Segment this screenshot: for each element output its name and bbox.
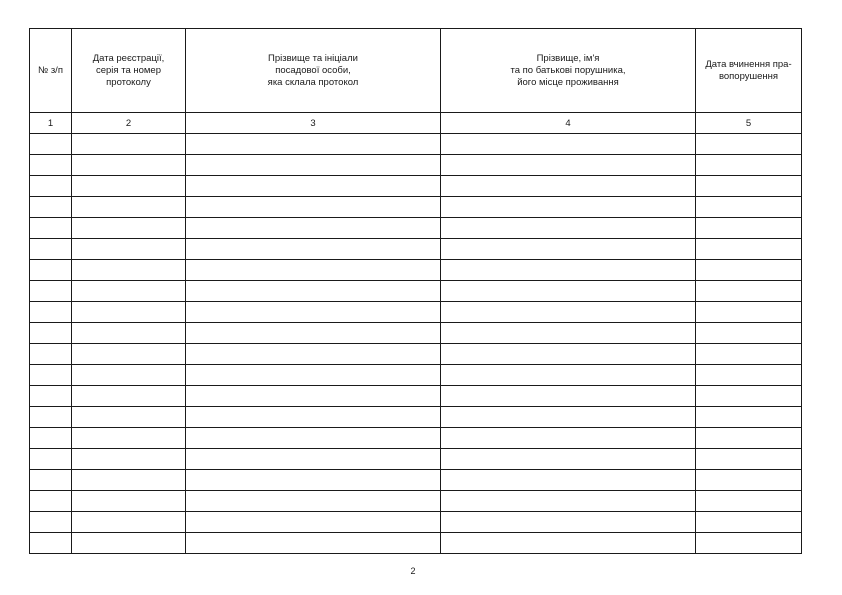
column-number-cell: 4	[441, 113, 696, 134]
table-cell	[30, 134, 72, 155]
table-header-row	[30, 29, 802, 113]
table-cell	[186, 344, 441, 365]
table-cell	[186, 197, 441, 218]
column-number-row	[30, 113, 802, 134]
table-row	[30, 428, 802, 449]
table-cell	[696, 533, 802, 554]
column-number-cell: 1	[30, 113, 72, 134]
column-number-cell: 2	[72, 113, 186, 134]
table-cell	[72, 197, 186, 218]
table-cell	[441, 386, 696, 407]
header-cell-official-name: Прізвище та ініціали посадової особи, яка склала протокол	[186, 29, 441, 113]
table-cell	[696, 344, 802, 365]
table-cell	[441, 428, 696, 449]
table-cell	[72, 365, 186, 386]
table-cell	[30, 155, 72, 176]
table-cell	[30, 239, 72, 260]
table-row	[30, 239, 802, 260]
table-cell	[441, 344, 696, 365]
table-row	[30, 260, 802, 281]
table-cell	[72, 386, 186, 407]
table-cell	[186, 323, 441, 344]
table-cell	[441, 134, 696, 155]
table-cell	[72, 176, 186, 197]
table-cell	[72, 407, 186, 428]
table-cell	[186, 470, 441, 491]
table-row	[30, 365, 802, 386]
header-cell-offense-date: Дата вчинення пра- вопорушення	[696, 29, 802, 113]
table-cell	[30, 407, 72, 428]
table-cell	[30, 260, 72, 281]
table-cell	[696, 512, 802, 533]
table-cell	[696, 197, 802, 218]
table-cell	[186, 218, 441, 239]
table-row	[30, 134, 802, 155]
table-cell	[186, 302, 441, 323]
column-number-cell: 5	[696, 113, 802, 134]
table-cell	[72, 218, 186, 239]
table-row	[30, 407, 802, 428]
table-cell	[696, 491, 802, 512]
table-row	[30, 491, 802, 512]
table-cell	[441, 407, 696, 428]
table-cell	[30, 323, 72, 344]
table-cell	[30, 533, 72, 554]
table-cell	[72, 281, 186, 302]
table-row	[30, 197, 802, 218]
table-cell	[30, 428, 72, 449]
table-cell	[441, 260, 696, 281]
table-cell	[441, 533, 696, 554]
table-cell	[696, 155, 802, 176]
table-row	[30, 155, 802, 176]
table-cell	[186, 449, 441, 470]
table-cell	[696, 407, 802, 428]
table-row	[30, 281, 802, 302]
table-cell	[30, 449, 72, 470]
table-cell	[441, 323, 696, 344]
table-row	[30, 302, 802, 323]
table-cell	[186, 239, 441, 260]
table-cell	[696, 176, 802, 197]
table-cell	[72, 260, 186, 281]
table-cell	[186, 386, 441, 407]
table-cell	[72, 449, 186, 470]
page-number: 2	[410, 566, 416, 576]
column-number-cell: 3	[186, 113, 441, 134]
table-cell	[72, 239, 186, 260]
table-cell	[696, 218, 802, 239]
table-cell	[186, 512, 441, 533]
table-cell	[30, 197, 72, 218]
table-cell	[441, 365, 696, 386]
table-cell	[441, 176, 696, 197]
table-cell	[441, 155, 696, 176]
table-cell	[696, 134, 802, 155]
table-cell	[186, 260, 441, 281]
table-cell	[441, 302, 696, 323]
table-cell	[696, 281, 802, 302]
table-cell	[186, 176, 441, 197]
table-cell	[30, 302, 72, 323]
table-cell	[30, 344, 72, 365]
table-cell	[186, 491, 441, 512]
table-cell	[696, 470, 802, 491]
table-row	[30, 176, 802, 197]
table-row	[30, 512, 802, 533]
table-cell	[72, 428, 186, 449]
table-cell	[441, 512, 696, 533]
header-cell-registration-date: Дата реєстрації, серія та номер протоколу	[72, 29, 186, 113]
table-cell	[441, 491, 696, 512]
table-cell	[72, 512, 186, 533]
table-cell	[30, 491, 72, 512]
table-cell	[441, 281, 696, 302]
table-cell	[30, 365, 72, 386]
header-cell-number: № з/п	[30, 29, 72, 113]
table-cell	[696, 365, 802, 386]
table-cell	[186, 281, 441, 302]
table-cell	[186, 155, 441, 176]
table-cell	[186, 365, 441, 386]
table-cell	[30, 176, 72, 197]
table-cell	[696, 260, 802, 281]
table-body	[30, 134, 802, 554]
table-row	[30, 449, 802, 470]
table-row	[30, 344, 802, 365]
table-cell	[72, 302, 186, 323]
table-cell	[30, 512, 72, 533]
table-cell	[30, 281, 72, 302]
table-cell	[30, 470, 72, 491]
table-cell	[72, 344, 186, 365]
table-cell	[30, 218, 72, 239]
table-cell	[72, 533, 186, 554]
table-cell	[186, 134, 441, 155]
table-cell	[441, 470, 696, 491]
table-cell	[441, 197, 696, 218]
table-cell	[186, 533, 441, 554]
table-cell	[72, 491, 186, 512]
table-cell	[72, 134, 186, 155]
table-row	[30, 323, 802, 344]
header-cell-offender-name: Прізвище, ім'я та по батькові порушника, його місце проживання	[441, 29, 696, 113]
table-cell	[186, 428, 441, 449]
table-cell	[696, 323, 802, 344]
table-cell	[696, 302, 802, 323]
table-cell	[72, 470, 186, 491]
table-cell	[441, 449, 696, 470]
table-cell	[72, 323, 186, 344]
register-table	[29, 28, 802, 554]
table-cell	[696, 449, 802, 470]
table-cell	[441, 239, 696, 260]
table-cell	[696, 239, 802, 260]
table-cell	[186, 407, 441, 428]
table-row	[30, 533, 802, 554]
table-cell	[696, 386, 802, 407]
table-cell	[441, 218, 696, 239]
table-cell	[72, 155, 186, 176]
table-row	[30, 386, 802, 407]
table-cell	[30, 386, 72, 407]
table-row	[30, 218, 802, 239]
table-cell	[696, 428, 802, 449]
table-row	[30, 470, 802, 491]
